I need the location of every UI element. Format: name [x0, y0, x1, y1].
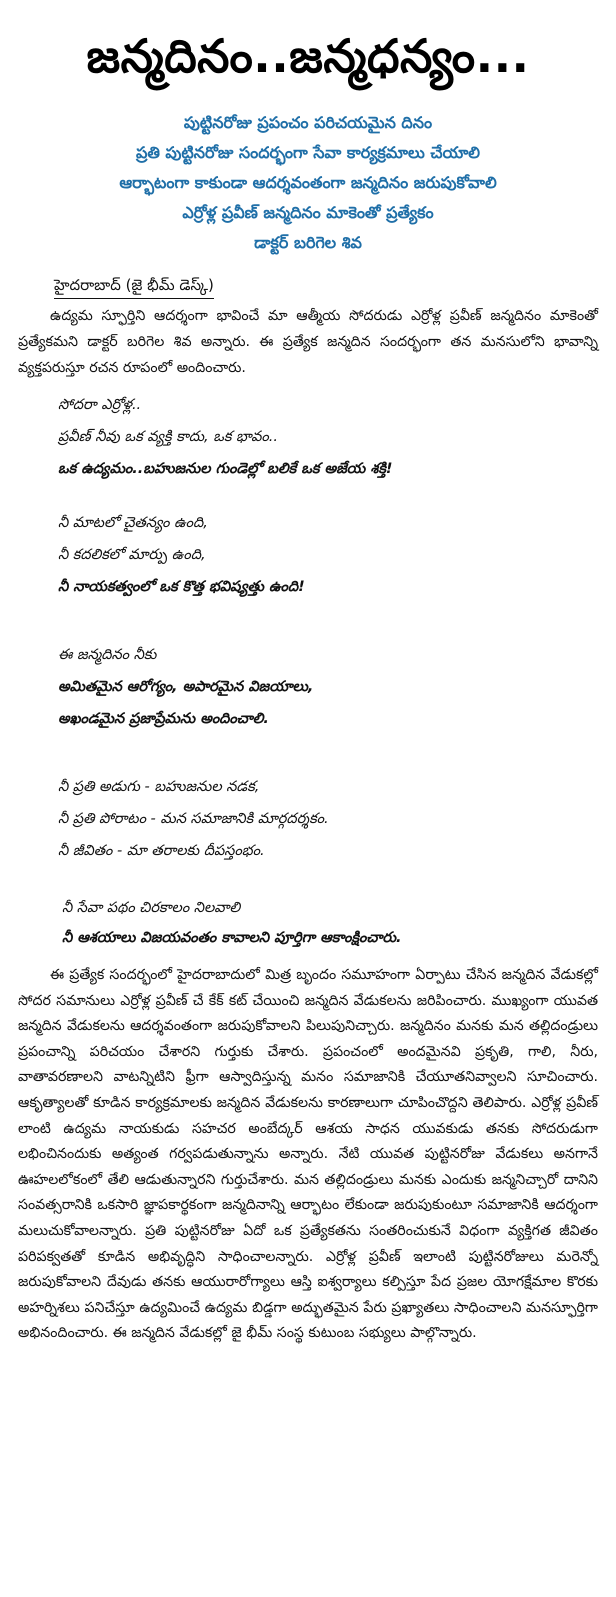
intro-paragraph: ఉద్యమ స్ఫూర్తిని ఆదర్శంగా భావించే మా ఆత్మీయ సోదరుడు ఎర్రోళ్ల ప్రవీణ్ జన్మదినం మాకెంతో ప్రత్యేకమని డాక్టర్ బరిగెల శివ అన్నారు. ఈ ప్రత్యేక జన్మదిన సందర్భంగా తన మనసులోని భావాన్ని వ్యక్తపరుస్తూ రచన రూపంలో అందించారు. [18, 308, 598, 376]
poem-line: నీ జీవితం - మా తరాలకు దీపస్తంభం. [58, 843, 265, 859]
poem-line: ఒక ఉద్యమం..బహుజనుల గుండెల్లో బలికే ఒక అజేయ శక్తి! [58, 461, 393, 477]
poem-line: అమితమైన ఆరోగ్యం, అపారమైన విజయాలు, [58, 679, 314, 695]
poem-line: సోదరా ఎర్రోళ్ల.. [58, 397, 142, 413]
stanza-gap [58, 735, 598, 771]
subheading: ఎర్రోళ్ల ప్రవీణ్ జన్మదినం మాకెంతో ప్రత్యేకం [182, 203, 434, 222]
poem-line: నీ నాయకత్వంలో ఒక కొత్త భవిష్యత్తు ఉంది! [58, 579, 305, 595]
poem-line: అఖండమైన ప్రజాప్రేమను అందించాలి. [58, 711, 269, 727]
closing-lines [62, 893, 598, 953]
poem-line: నీ కదలికలో మార్పు ఉంది, [58, 547, 206, 563]
poem-line: ప్రవీణ్ నీవు ఒక వ్యక్తి కాదు, ఒక భావం.. [58, 429, 279, 445]
subheading: పుట్టినరోజు ప్రపంచం పరిచయమైన దినం [183, 113, 433, 132]
poem-line: ఈ జన్మదినం నీకు [58, 647, 157, 663]
subheading: ఆర్భాటంగా కాకుండా ఆదర్శవంతంగా జన్మదినం జరుపుకోవాలి [119, 173, 497, 192]
poem-line: నీ మాటలో చైతన్యం ఉంది, [58, 515, 208, 531]
subheading: ప్రతి పుట్టినరోజు సందర్భంగా సేవా కార్యక్రమాలు చేయాలి [135, 143, 481, 162]
stanza-gap [58, 485, 598, 507]
stanza-gap [58, 603, 598, 639]
dateline: హైదరాబాద్ (జై భీమ్ డెస్క్) [54, 272, 214, 299]
closing-line: నీ ఆశయాలు విజయవంతం కావాలని పూర్తిగా ఆకాంక్షించారు. [62, 930, 402, 946]
poem [58, 389, 598, 867]
subheading-list [18, 108, 598, 258]
headline: జన్మదినం..జన్మధన్యం... [86, 29, 530, 83]
subheading-author: డాక్టర్ బరిగెల శివ [254, 233, 362, 252]
poem-line: నీ ప్రతి అడుగు - బహుజనుల నడక, [58, 779, 260, 795]
poem-line: నీ ప్రతి పోరాటం - మన సమాజానికి మార్గదర్శకం. [58, 811, 329, 827]
final-paragraph: ఈ ప్రత్యేక సందర్భంలో హైదరాబాదులో మిత్ర బృందం సమూహంగా ఏర్పాటు చేసిన జన్మదిన వేడుకల్లో సోదర సమానులు ఎర్రోళ్ల ప్రవీణ్ చే కేక్ కట్ చేయించి జన్మదిన వేడుకలను జరిపించారు. ముఖ్యంగా యువత జన్మదిన వేడుకలను ఆదర్శవంతంగా జరుపుకోవాలని పిలుపునిచ్చారు. జన్మదినం మనకు మన తల్లిదండ్రులు ప్రపంచాన్ని పరిచయం చేశారని గుర్తుకు చేశారు. ప్రపంచంలో అందమైనవి ప్రకృతి, గాలి, నీరు, వాతావరణాలని వాటన్నిటిని ఫ్రీగా ఆస్వాదిస్తున్న మనం సమాజానికి చేయూతనివ్వాలని సూచించారు. ఆకృత్యాలతో కూడిన కార్యక్రమాలకు జన్మదిన వేడుకలను కారణాలుగా చూపించొద్దని తెలిపారు. ఎర్రోళ్ల ప్రవీణ్ లాంటి ఉద్యమ నాయకుడు సహచర అంబేద్కర్ ఆశయ సాధన యువకుడు తనకు సోదరుడుగా లభించినందుకు అత్యంత గర్వపడుతున్నాను అన్నారు. నేటి యువత పుట్టినరోజు వేడుకలు అనగానే ఊహలలోకంలో తేలి ఆడుతున్నారని గుర్తుచేశారు. మన తల్లిదండ్రులు మనకు ఎందుకు జన్మనిచ్చారో దానిని సంవత్సరానికి ఒకసారి జ్ఞాపకార్థకంగా జన్మదినాన్ని ఆర్భాటం లేకుండా జరుపుకుంటూ సమాజానికి ఆదర్శంగా మలుచుకోవాలన్నారు. ప్రతి పుట్టినరోజు ఏదో ఒక ప్రత్యేకతను సంతరించుకునే విధంగా వ్యక్తిగత జీవితం పరిపక్వతతో కూడిన అభివృద్ధిని సాధించాలన్నారు. ఎర్రోళ్ల ప్రవీణ్ ఇలాంటి పుట్టినరోజులు మరెన్నో జరుపుకోవాలని దేవుడు తనకు ఆయురారోగ్యాలు ఆస్తి ఐశ్వర్యాలు కల్పిస్తూ పేద ప్రజల యోగక్షేమాల కొరకు అహర్నిశలు పనిచేస్తూ ఉద్యమించే ఉద్యమ బిడ్డగా అద్భుతమైన పేరు ప్రఖ్యాతలు సాధించాలని మనస్ఫూర్తిగా అభినందించారు. ఈ జన్మదిన వేడుకల్లో జై భీమ్ సంస్థ కుటుంబ సభ్యులు పాల్గొన్నారు. [18, 967, 598, 1342]
closing-line: నీ సేవా పథం చిరకాలం నిలవాలి [62, 900, 241, 916]
